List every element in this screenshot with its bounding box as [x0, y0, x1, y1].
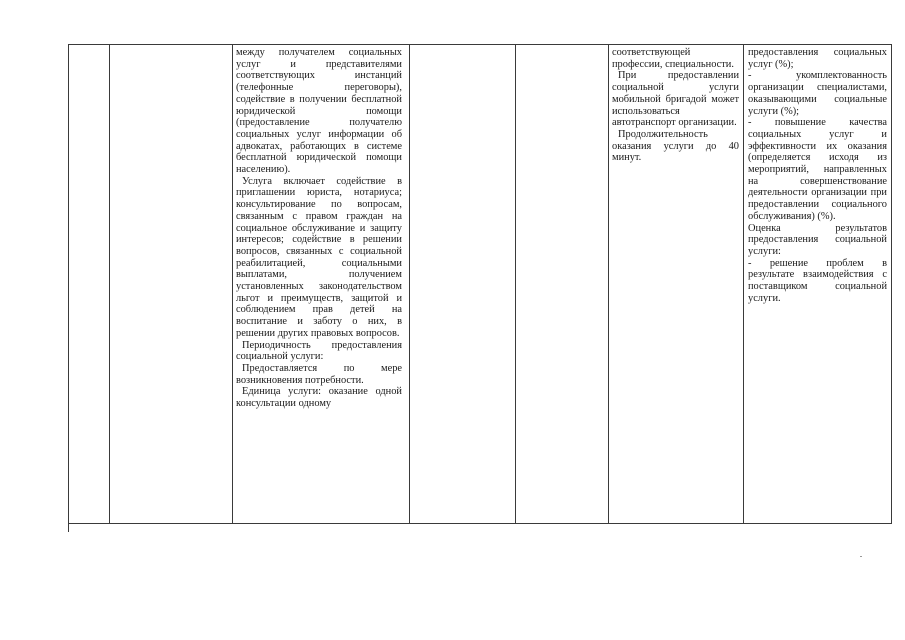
periodicity-heading: Периодичность предоставления социальной услуги:: [236, 339, 402, 363]
column-divider-6: [743, 44, 744, 524]
column-divider-3: [409, 44, 410, 524]
conditions-paragraph: При предоставлении социальной услуги мобильной бригадой может использоваться автотранспорт организации.: [612, 70, 739, 129]
table-bottom-border: [68, 523, 892, 524]
scan-speck: [860, 556, 862, 557]
indicator-paragraph: - повышение качества социальных услуг и эффективности их оказания (определяется исходя из мероприятий, направленных на совершенствование деятельности организации при предоставлении социального обслуживания) (%).: [748, 117, 887, 222]
service-unit-text: Единица услуги: оказание одной консультации одному: [236, 386, 402, 410]
quality-indicators-cell: [748, 47, 887, 304]
evaluation-text: - решение проблем в результате взаимодействия с поставщиком социальной услуги.: [748, 257, 887, 304]
periodicity-text: Предоставляется по мере возникновения потребности.: [236, 362, 402, 386]
description-paragraph: Услуга включает содействие в приглашении юриста, нотариуса; консультирование по вопросам, связанным с правом граждан на социальное обслуживание и защиту интересов; содействие в решении вопросов, связанных с социальной реабилитацией, социальными выплатами, получением установленных законодательством льгот и преимуществ, защитой и соблюдением прав детей на воспитание и заботу о них, в решении других правовых вопросов.: [236, 175, 402, 339]
service-description-cell: [236, 47, 402, 410]
duration-text: Продолжительность оказания услуги до 40 минут.: [612, 128, 739, 164]
column-divider-2: [232, 44, 233, 524]
service-conditions-cell: [612, 47, 739, 164]
indicator-paragraph: предоставления социальных услуг (%);: [748, 47, 887, 70]
table-top-border: [68, 44, 892, 45]
conditions-paragraph: соответствующей профессии, специальности.: [612, 47, 734, 70]
evaluation-heading: Оценка результатов предоставления социальной услуги:: [748, 222, 887, 257]
column-divider-1: [109, 44, 110, 524]
description-paragraph: между получателем социальных услуг и представителями соответствующих инстанций (телефонные переговоры), содействие в получении бесплатной юридической помощи (предоставление получателю социальных услуг информации об адвокатах, работающих в системе бесплатной юридической помощи населению).: [236, 47, 402, 176]
indicator-paragraph: - укомплектованность организации специалистами, оказывающими социальные услуги (%);: [748, 70, 887, 117]
table-left-border: [68, 44, 69, 532]
table-right-border: [891, 44, 892, 524]
column-divider-4: [515, 44, 516, 524]
column-divider-5: [608, 44, 609, 524]
